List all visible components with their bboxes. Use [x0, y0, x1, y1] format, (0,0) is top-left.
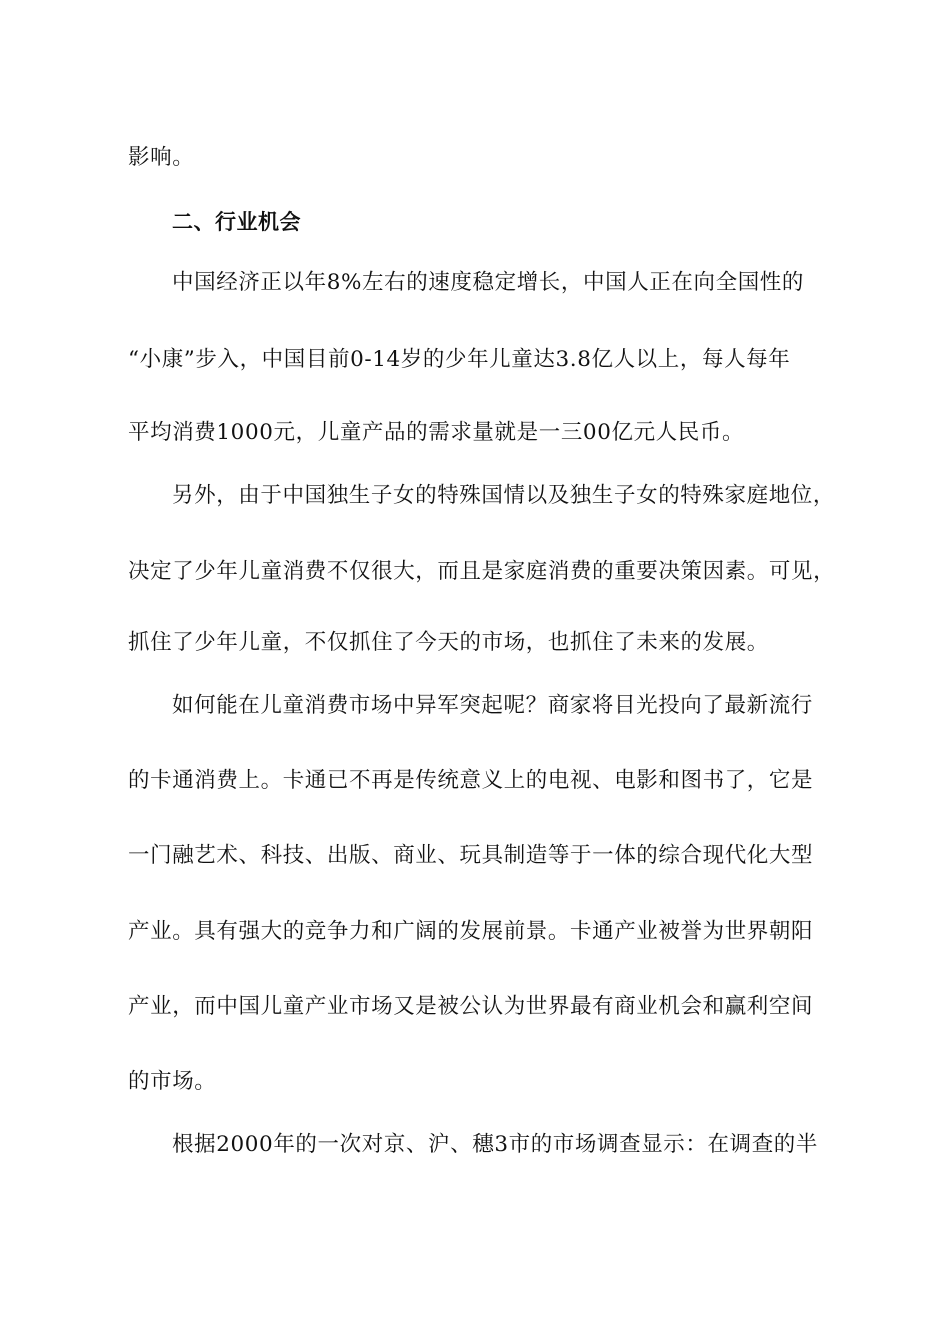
text-line: 产业。具有强大的竞争力和广阔的发展前景。卡通产业被誉为世界朝阳	[128, 919, 814, 944]
text-line: 另外，由于中国独生子女的特殊国情以及独生子女的特殊家庭地位，	[172, 483, 836, 508]
text-line: “小康”步入，中国目前0-14岁的少年儿童达3.8亿人以上，每人每年	[128, 347, 791, 372]
section-heading: 二、行业机会	[172, 210, 301, 234]
text-line: 的市场。	[128, 1069, 217, 1094]
text-line: 一门融艺术、科技、出版、商业、玩具制造等于一体的综合现代化大型	[128, 843, 814, 868]
text-line: 决定了少年儿童消费不仅很大，而且是家庭消费的重要决策因素。可见，	[128, 559, 836, 584]
text-line: 如何能在儿童消费市场中异军突起呢？商家将目光投向了最新流行	[172, 693, 813, 718]
text-line: 的卡通消费上。卡通已不再是传统意义上的电视、电影和图书了，它是	[128, 768, 814, 793]
text-line: 影响。	[128, 145, 195, 170]
text-line: 产业，而中国儿童产业市场又是被公认为世界最有商业机会和赢利空间	[128, 994, 814, 1019]
text-line: 平均消费1000元，儿童产品的需求量就是一三00亿元人民币。	[128, 420, 745, 445]
text-line: 中国经济正以年8%左右的速度稳定增长，中国人正在向全国性的	[172, 270, 805, 295]
text-line: 抓住了少年儿童，不仅抓住了今天的市场，也抓住了未来的发展。	[128, 630, 769, 655]
text-line: 根据2000年的一次对京、沪、穗3市的市场调查显示：在调查的半	[172, 1132, 818, 1157]
